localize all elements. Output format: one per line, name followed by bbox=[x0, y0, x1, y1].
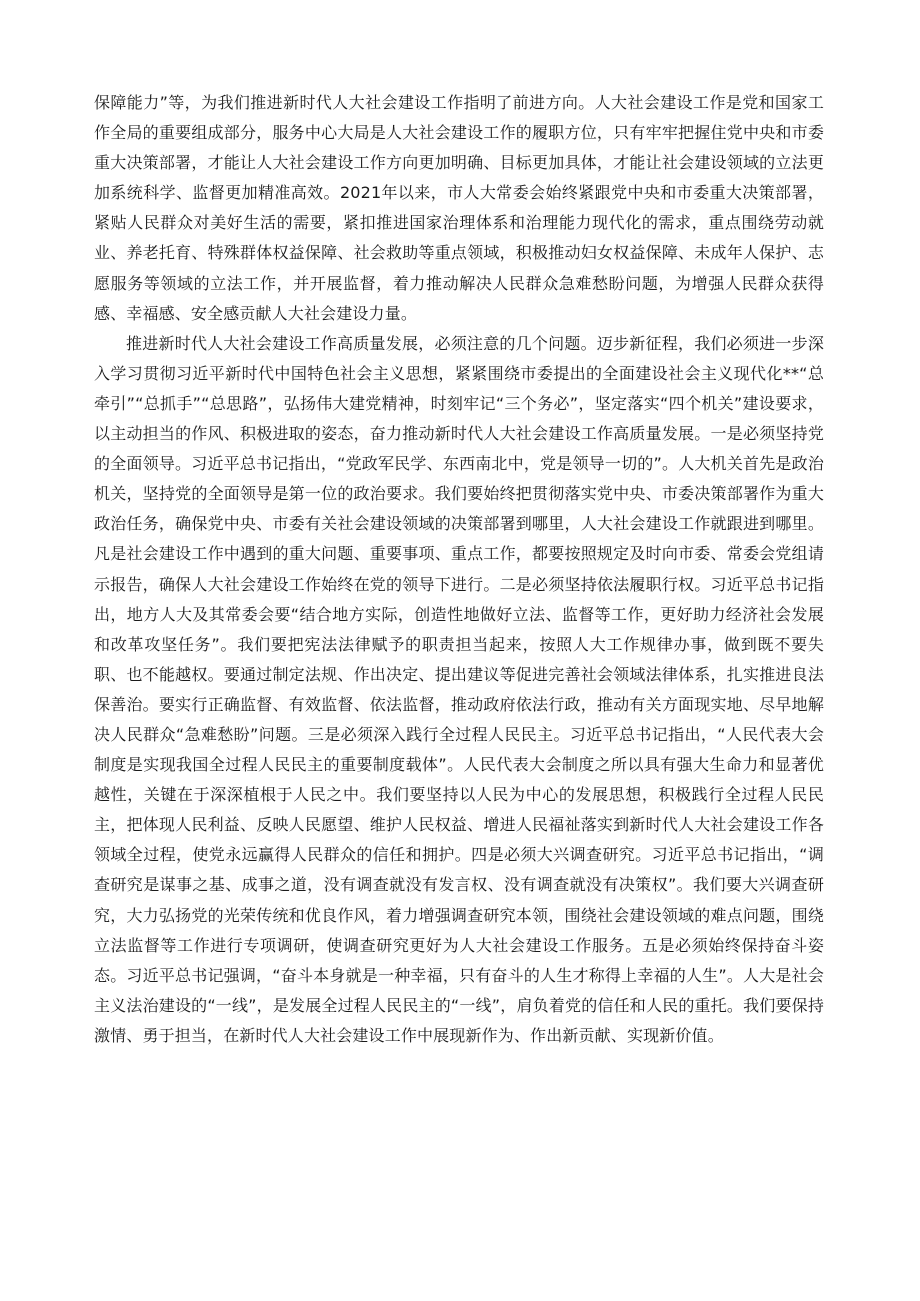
document-body bbox=[94, 88, 824, 1051]
body-paragraph-2: 推进新时代人大社会建设工作高质量发展，必须注意的几个问题。迈步新征程，我们必须进一步深入学习贯彻习近平新时代中国特色社会主义思想，紧紧围绕市委提出的全面建设社会主义现代化**“总牵引”“总抓手”“总思路”，弘扬伟大建党精神，时刻牢记“三个务必”，坚定落实“四个机关”建设要求，以主动担当的作风、积极进取的姿态，奋力推动新时代人大社会建设工作高质量发展。一是必须坚持党的全面领导。习近平总书记指出，“党政军民学、东西南北中，党是领导一切的”。人大机关首先是政治机关，坚持党的全面领导是第一位的政治要求。我们要始终把贯彻落实党中央、市委决策部署作为重大政治任务，确保党中央、市委有关社会建设领域的决策部署到哪里，人大社会建设工作就跟进到哪里。凡是社会建设工作中遇到的重大问题、重要事项、重点工作，都要按照规定及时向市委、常委会党组请示报告，确保人大社会建设工作始终在党的领导下进行。二是必须坚持依法履职行权。习近平总书记指出，地方人大及其常委会要“结合地方实际，创造性地做好立法、监督等工作，更好助力经济社会发展和改革攻坚任务”。我们要把宪法法律赋予的职责担当起来，按照人大工作规律办事，做到既不要失职、也不能越权。要通过制定法规、作出决定、提出建议等促进完善社会领域法律体系，扎实推进良法保善治。要实行正确监督、有效监督、依法监督，推动政府依法行政，推动有关方面现实地、尽早地解决人民群众“急难愁盼”问题。三是必须深入践行全过程人民民主。习近平总书记指出，“人民代表大会制度是实现我国全过程人民民主的重要制度载体”。人民代表大会制度之所以具有强大生命力和显著优越性，关键在于深深植根于人民之中。我们要坚持以人民为中心的发展思想，积极践行全过程人民民主，把体现人民利益、反映人民愿望、维护人民权益、增进人民福祉落实到新时代人大社会建设工作各领域全过程，使党永远赢得人民群众的信任和拥护。四是必须大兴调查研究。习近平总书记指出，“调查研究是谋事之基、成事之道，没有调查就没有发言权、没有调查就没有决策权”。我们要大兴调查研究，大力弘扬党的光荣传统和优良作风，着力增强调查研究本领，围绕社会建设领域的难点问题，围绕立法监督等工作进行专项调研，使调查研究更好为人大社会建设工作服务。五是必须始终保持奋斗姿态。习近平总书记强调，“奋斗本身就是一种幸福，只有奋斗的人生才称得上幸福的人生”。人大是社会主义法治建设的“一线”，是发展全过程人民民主的“一线”，肩负着党的信任和人民的重托。我们要保持激情、勇于担当，在新时代人大社会建设工作中展现新作为、作出新贡献、实现新价值。 bbox=[94, 333, 824, 1045]
body-paragraph-1: 保障能力”等，为我们推进新时代人大社会建设工作指明了前进方向。人大社会建设工作是党和国家工作全局的重要组成部分，服务中心大局是人大社会建设工作的履职方位，只有牢牢把握住党中央和市委重大决策部署，才能让人大社会建设工作方向更加明确、目标更加具体，才能让社会建设领域的立法更加系统科学、监督更加精准高效。2021年以来，市人大常委会始终紧跟党中央和市委重大决策部署，紧贴人民群众对美好生活的需要，紧扣推进国家治理体系和治理能力现代化的需求，重点围绕劳动就业、养老托育、特殊群体权益保障、社会救助等重点领域，积极推动妇女权益保障、未成年人保护、志愿服务等领域的立法工作，并开展监督，着力推动解决人民群众急难愁盼问题，为增强人民群众获得感、幸福感、安全感贡献人大社会建设力量。 bbox=[94, 93, 824, 323]
